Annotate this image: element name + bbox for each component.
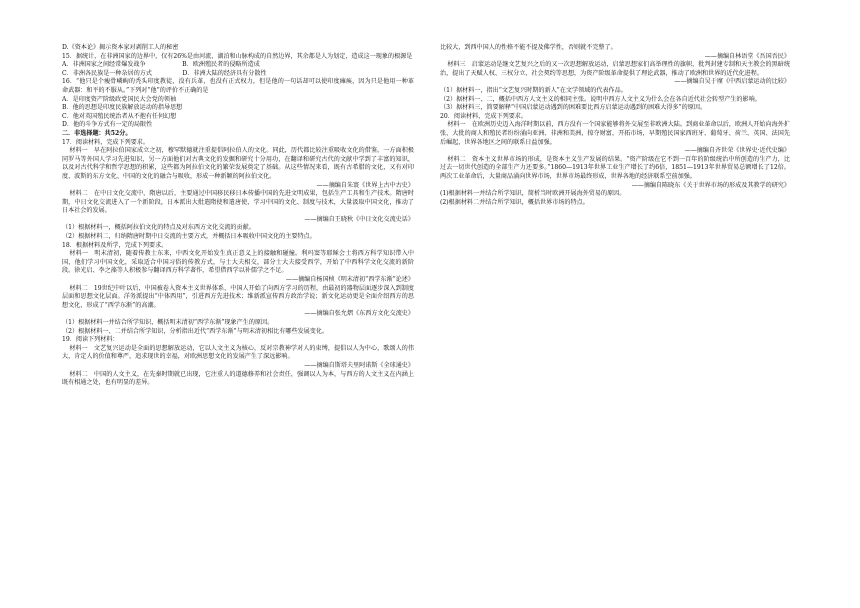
text-line: （2）据材料一、二，概括中西方人文主义的相同主张。说明中西方人文主义为什么会在各自近代社会转型产生的影响。 (440, 95, 761, 103)
text-line: （1）据材料一，指出“文艺复兴时期的新人”在文学领域的代表作品。 (440, 86, 627, 94)
text-line: 18．根据材料及所学，完成下列要求。 (62, 241, 168, 249)
text-line: 15．据统计，在非洲国家的边界中，仅有26%是由河流、湖泊和山脉构成的自然边界，其余都是人为划定，造成这一现象的根源是 (62, 52, 413, 60)
source-citation: ——摘编自陈晓东《关于世界市场的形成及其教学的研究》 (631, 181, 790, 189)
text-line: （1）根据材料一，概括阿拉伯文化的特点及对东西方文化交流的贡献。 (62, 224, 255, 232)
right-column (440, 44, 790, 207)
text-line: 16．“他只是个瘦骨嶙峋的秃头印度教徒，没有兵革，也没有正式权力，但是他的一句话却可以使印度瘫痪，因为只是他用一种革命武器：和平的不服从。”下列对“他”的评价不正确的是 (62, 78, 414, 94)
source-citation: ——摘编自吴于廑《中西启蒙运动的比较》 (674, 78, 790, 86)
text-line: 17．阅读材料，完成下列要求。 (62, 138, 149, 146)
text-line: 材料一 早在阿拉伯国家成立之初，穆罕默德就注重提倡阿拉伯人的文化。同此，历代都比较注重吸收文化的借鉴。一方面积极同罗马等外国人学习先进知识，另一方面他们对古典文化的发掘和研究十分用功，在翻译和研究古代的文献中学到了丰富的知识，以及对古代科学和哲学思想的积累，这些都为阿拉伯文化的繁荣发展奠定了基础。从这些情况来看，既有古希腊的文化，又有对印度、波斯的东方文化、中国的文化的融合与吸收，形成一种新颖的阿拉伯文化。 (62, 147, 414, 180)
left-column (62, 44, 414, 388)
text-line: （1）根据材料一并结合所学知识，概括明末清初“西学东渐”现象产生的原因。 (62, 319, 274, 326)
text-line: 材料二 中国的人文主义，在先秦时期就已出现，它注重人的道德修养和社会责任，强调以人为本，与西方的人文主义在内涵上既有相通之处，也有明显的差异。 (62, 370, 414, 387)
source-citation: ——摘编自齐世荣《世界史·近代史编》 (684, 147, 790, 155)
section-heading: 二．非选择题：共52分。 (62, 129, 132, 137)
text-line: B．他的思想是印度民族解放运动的指导思想 (62, 104, 183, 112)
text-line: (2)根据材料二并结合所学知识，概括世界市场的特点。 (440, 198, 589, 206)
text-line: （3）据材料三，简要解释“中国启蒙运动遇到的困难要比西方启蒙运动遇到的困难大得多”的原因。 (440, 104, 707, 112)
text-line: 19．阅读下列材料： (62, 336, 119, 344)
text-line: C．非洲各民族是一种杂居的方式 D．非洲大陆的经济具有分散性 (62, 69, 267, 77)
source-citation: ——摘编自斯塔夫里阿诺斯《全球通史》 (304, 361, 414, 369)
text-line: 材料二 19世纪中叶以后，中国被卷入资本主义世界体系，中国人开始了向西方学习的历程，由最初的器物层面逐步深入到制度层面和思想文化层面。洋务派提出“中体西用”，引进西方先进技术；维新派宣传西方政治学说；新文化运动更是全面介绍西方的思想文化，形成了“西学东渐”的高潮。 (62, 284, 414, 309)
text-line: 比较大，到西中国人的性格不能不提及佛学性，否则就不完整了。 (440, 44, 617, 51)
text-line: 材料一 明末清初，随着传教士东来，中西文化开始发生真正意义上的接触和碰撞。利玛窦等耶稣会士将西方科学知识带入中国，他们学习中国文化，采取适合中国习俗的传教方式，与士大夫相交，部分士大夫接受西学，开始了中西科学文化交流的新阶段。徐光启、李之藻等人积极参与翻译西方科学著作，希望借西学以补儒学之不足。 (62, 250, 414, 275)
source-citation: ——摘编自张允熠《东西方文化交流史》 (304, 310, 414, 318)
text-line: D．他的斗争方式有一定的局限性 (62, 121, 153, 129)
text-line: 材料一 文艺复兴运动是全面的思想解放运动，它以人文主义为核心，反对宗教神学对人的束缚，提倡以人为中心，歌颂人的伟大，肯定人的价值和尊严，追求现世的幸福，对欧洲思想文化的发展产生了深远影响。 (62, 344, 414, 361)
text-line: 材料二 资本主义世界市场的形成，是资本主义生产发展的结果。“资产阶级在它不到一百年的阶级统治中所创造的生产力，比过去一切世代创造的全部生产力还要多。”1860—1913年世界工业生产增长了约6倍，1851—1913年世界贸易总额增长了12倍。两次工业革命后，大量商品涌向世界市场，世界市场最终形成，世界各地的经济联系空前加强。 (440, 155, 790, 180)
source-citation: ——摘编自杨国桢《明末清初“西学东渐”论述》 (285, 276, 414, 284)
text-line: (1)根据材料一并结合所学知识，简析当时欧洲开展海外贸易的原因。 (440, 190, 626, 198)
text-line: （2）根据材料一、二并结合所学知识，分析指出近代“西学东渐”与明末清初相比有哪些发展变化。 (62, 327, 329, 335)
source-citation: ——摘编自朱寰《世界上古中古史》 (316, 181, 414, 189)
text-line: C．他对英国殖民统治者从不抱有任何幻想 (62, 112, 177, 120)
source-citation: ——摘编自林语堂《吾国吾民》 (704, 52, 790, 60)
text-line: （2）根据材料二，归纳隋唐时期中日交流的主要方式，并概括日本吸收中国文化的主要特点。 (62, 233, 316, 241)
text-line: 材料三 启蒙运动是继文艺复兴之后的又一次思想解放运动，启蒙思想家们高举理性的旗帜，批判封建专制和天主教会的黑暗统治，提出了天赋人权、三权分立、社会契约等思想，为资产阶级革命提供了理论武器，推动了欧洲和世界的近代化进程。 (440, 61, 790, 77)
text-line: A．是印度资产阶级政党国民大会党的领袖 (62, 95, 177, 103)
text-line: D.《资本论》揭示资本家对剥削工人的秘密 (62, 44, 179, 51)
text-line: 20．阅读材料，完成下列要求。 (440, 112, 527, 120)
text-line: A．非洲国家之间经常爆发战争 B．欧洲殖民者的侵略所造成 (62, 61, 260, 69)
source-citation: ——摘编自王晓秋《中日文化交流史话》 (304, 215, 414, 223)
text-line: 材料一 在欧洲历史迈入海洋时期以前，西方没有一个国家能够将外交展至非欧洲大陆。到商业革命以后，欧洲人开始向海外扩张，大批的商人和殖民者纷纷涌向亚洲、非洲和美洲，掠夺财富，开拓市场，早期殖民国家西班牙、葡萄牙、荷兰、英国、法国先后崛起，世界各地区之间的联系日益加强。 (440, 121, 790, 146)
text-line: 材料二 在中日文化交流中，隋唐以后，主要通过中国移民移日本传播中国的先进文明成果，包括生产工具和生产技术。隋唐时期，中日文化交流进入了一个新阶段，日本派出大批遣隋使和遣唐使，学习中国的文化、制度与技术，大量汲取中国文化，推动了日本社会的发展。 (62, 190, 414, 215)
